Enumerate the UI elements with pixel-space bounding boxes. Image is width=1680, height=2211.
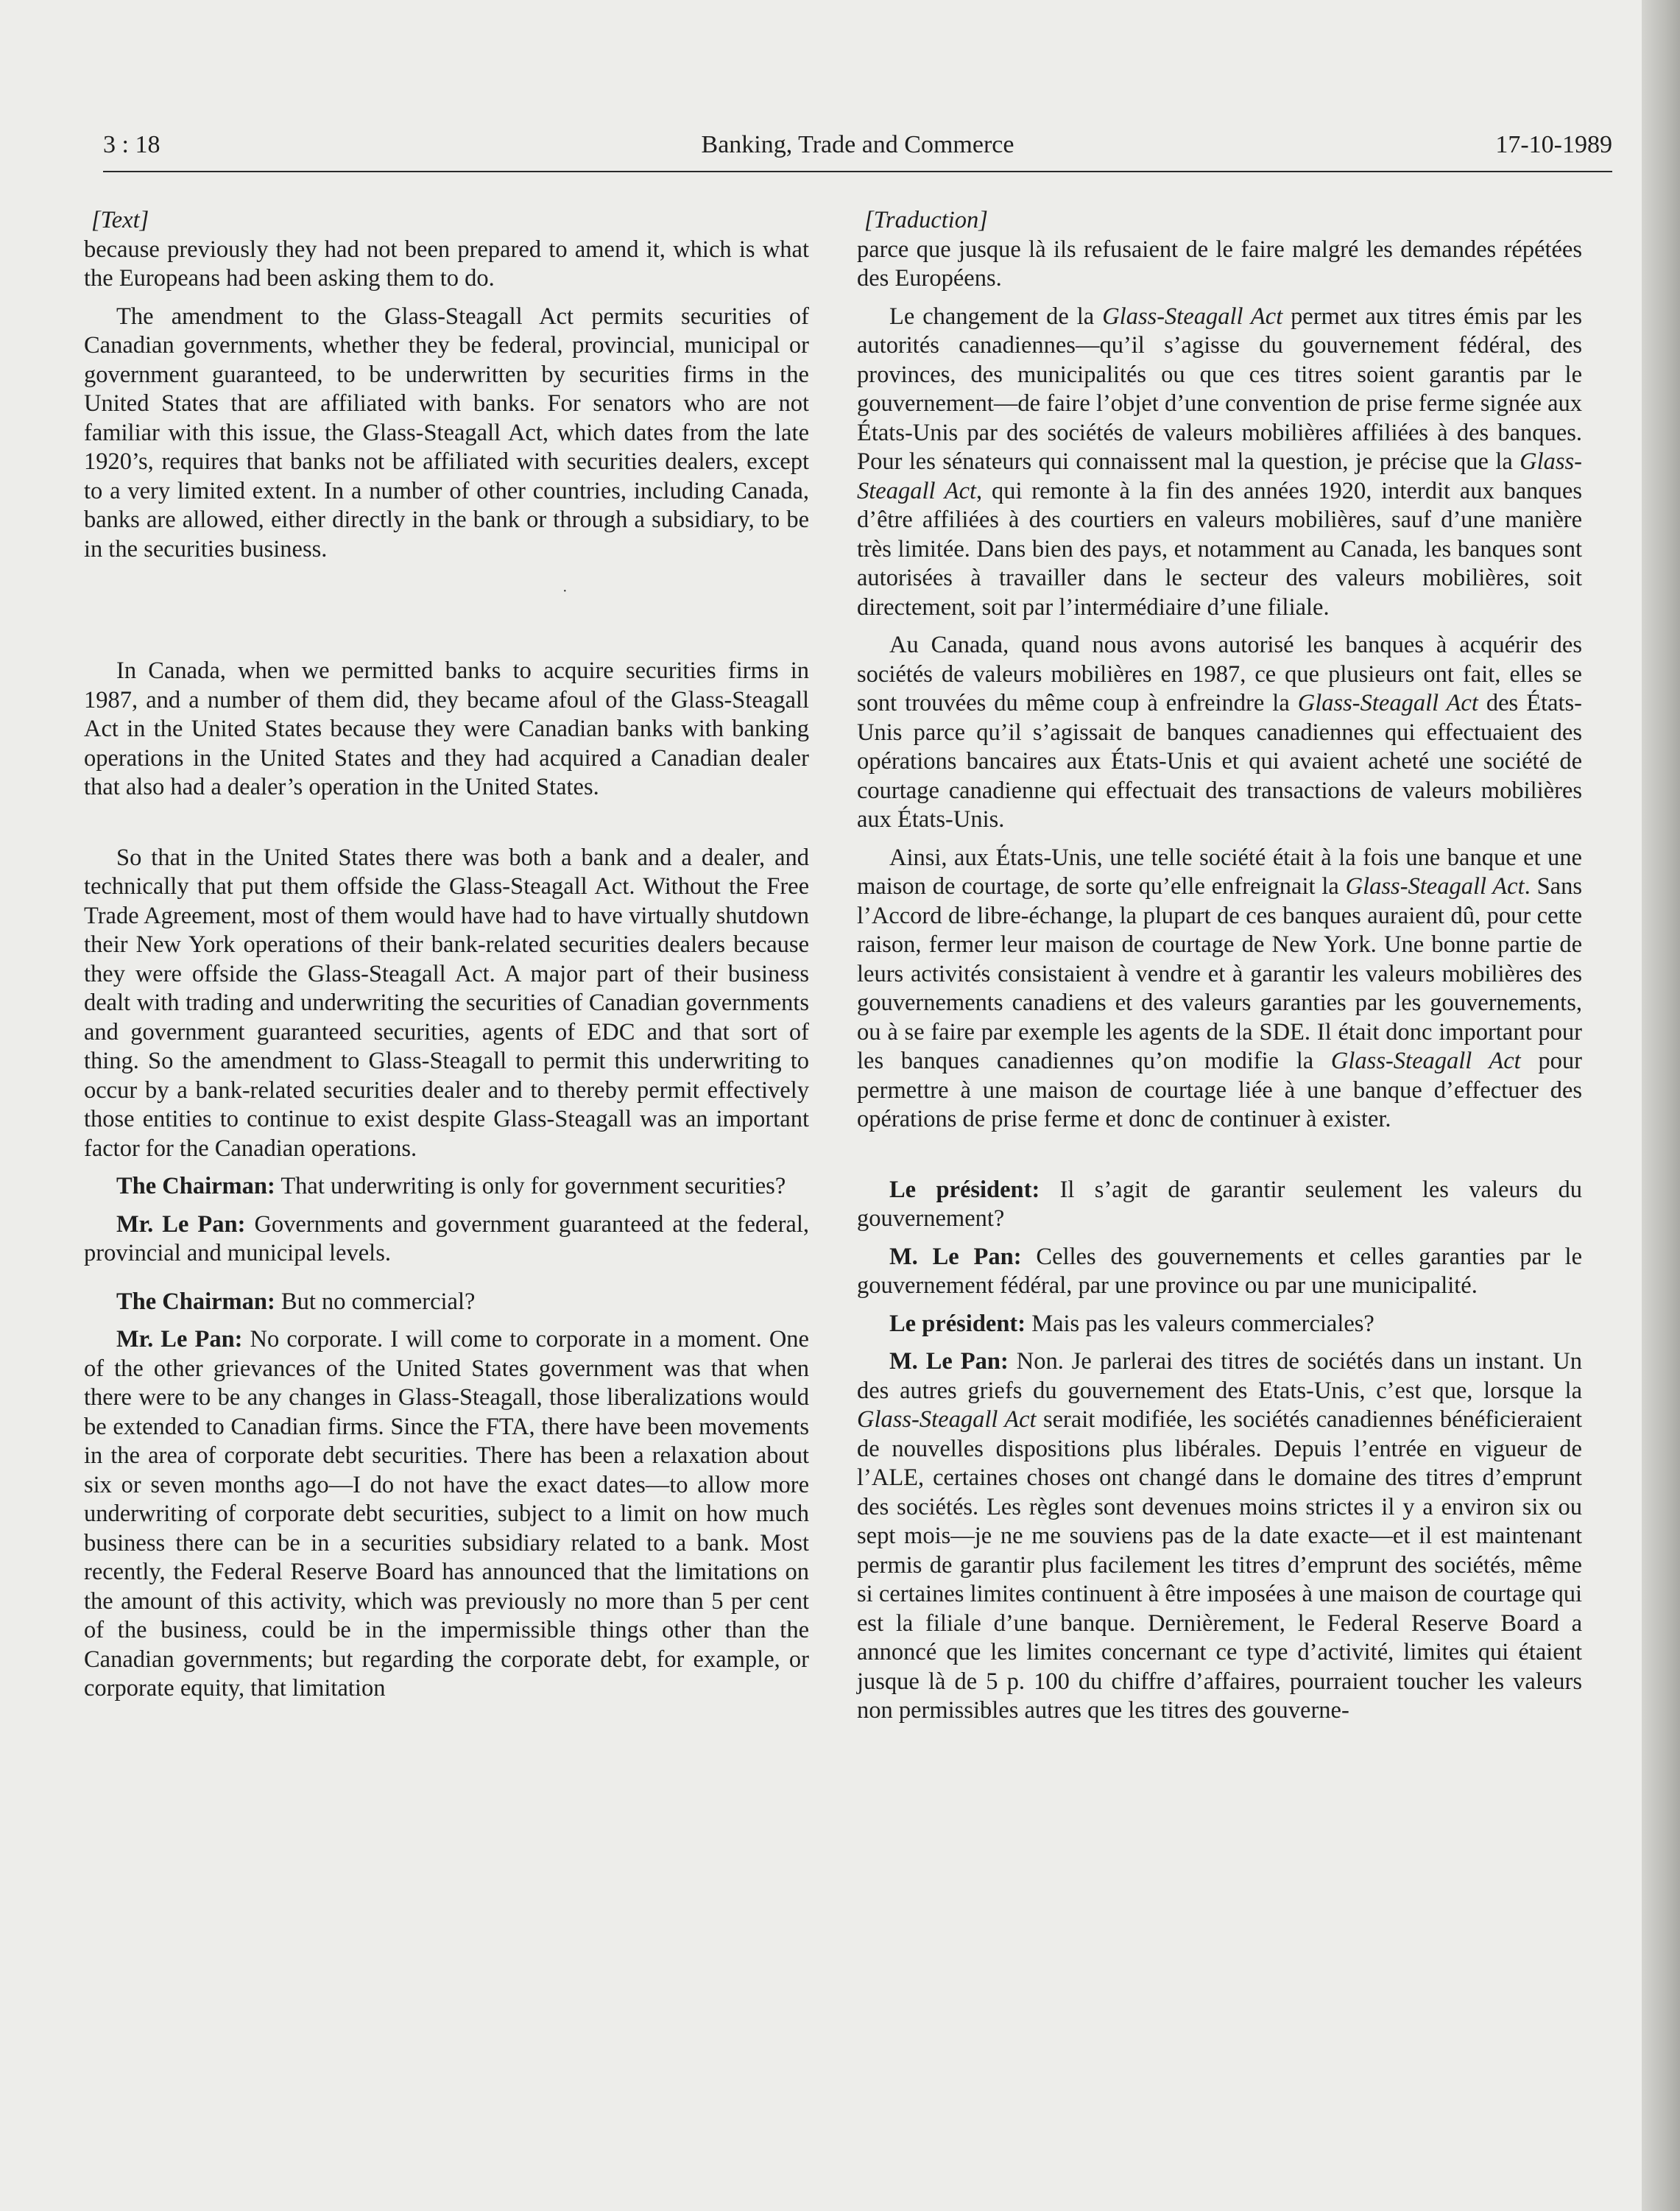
speech-text: Celles des gouvernements et celles garanties par le gouvernement fédéral, par une province ou par une municipalité.	[857, 1243, 1582, 1299]
french-column	[857, 206, 1582, 1735]
french-paragraph-5	[857, 1176, 1582, 1234]
english-paragraph-4: So that in the United States there was both a bank and a dealer, and technically that put them offside the Glass-Steagall Act. Without the Free Trade Agreement, most of them would have had to have virtually shutdown their New York operations of their bank-related securities dealers because they were offside the Glass-Steagall Act. A major part of their business dealt with trading and underwriting the securities of Canadian governments and government guaranteed securities, agents of EDC and that sort of thing. So the amendment to Glass-Steagall to permit this underwriting to occur by a bank-related securities dealer and to thereby permit effectively those entities to continue to exist despite Glass-Steagall was an important factor for the Canadian operations.	[84, 844, 809, 1162]
speaker-name: Le président:	[889, 1176, 1040, 1203]
english-label: [Text]	[91, 207, 149, 233]
act-title: Glass-Steagall Act	[857, 1406, 1037, 1433]
french-label: [Traduction]	[864, 207, 988, 233]
speaker-name: Mr. Le Pan:	[116, 1210, 246, 1238]
act-title: Glass-Steagall Act	[1297, 690, 1478, 716]
french-paragraph-4: Ainsi, aux États-Unis, une telle société était à la fois une banque et une maison de courtage, de sorte qu’elle enfreignait la Glass-Steagall Act. Sans l’Accord de libre-échange, la plupart de ces banques auraient dû, pour cette raison, fermer leur maison de courtage de New York. Une bonne partie de leurs activités consistaient à vendre et à garantir les valeurs mobilières des gouvernements canadiens et des valeurs garanties par les gouvernements, ou à se faire par exemple les agents de la SDE. Il était donc important pour les banques canadiennes qu’on modifie la Glass-Steagall Act pour permettre à une maison de courtage liée à une banque d’effectuer des opérations de prise ferme et donc de continuer à exister.	[857, 844, 1582, 1132]
page-number: 3 : 18	[103, 131, 160, 158]
page-date: 17-10-1989	[1495, 131, 1612, 158]
separator-dot: ·	[562, 583, 568, 599]
act-title: Glass-Steagall Act	[1102, 303, 1283, 330]
speaker-name: Mr. Le Pan:	[116, 1326, 243, 1353]
speech-text: Il s’agit de garantir seulement les valeurs du gouvernement?	[857, 1176, 1582, 1232]
english-paragraph-7	[84, 1288, 809, 1317]
header-rule	[103, 171, 1612, 172]
book-spine-shadow	[1642, 0, 1680, 2211]
english-column	[84, 206, 809, 1713]
page-header	[103, 131, 1612, 168]
act-title: Glass-Steagall Act	[857, 448, 1582, 504]
french-paragraph-1: parce que jusque là ils refusaient de le faire malgré les demandes répétées des Européens.	[857, 236, 1582, 292]
english-paragraph-3: In Canada, when we permitted banks to acquire securities firms in 1987, and a number of them did, they became afoul of the Glass-Steagall Act in the United States because they were Canadian banks with banking operations in the United States and they had acquired a Canadian dealer that also had a dealer’s operation in the United States.	[84, 657, 809, 800]
act-title: Glass-Steagall Act	[1330, 1048, 1521, 1074]
speech-text: Governments and government guaranteed at the federal, provincial and municipal levels.	[84, 1210, 809, 1266]
english-paragraph-5	[84, 1172, 809, 1202]
act-title: Glass-Steagall Act	[1345, 873, 1525, 900]
french-paragraph-2: Le changement de la Glass-Steagall Act permet aux titres émis par les autorités canadiennes—qu’il s’agisse du gouvernement fédéral, des provinces, des municipalités ou que ces titres soient garantis par le gouvernement—de faire l’objet d’une convention de prise ferme signée aux États-Unis par des sociétés de valeurs mobilières affiliées à des banques. Pour les sénateurs qui connaissent mal la question, je précise que la Glass-Steagall Act, qui remonte à la fin des années 1920, interdit aux banques d’être affiliées à des courtiers en valeurs mobilières, sauf d’une manière très limitée. Dans bien des pays, et notamment au Canada, les banques sont autorisées à travailler dans le secteur des valeurs mobilières, soit directement, soit par l’intermédiaire d’une filiale.	[857, 303, 1583, 621]
speech-text: That underwriting is only for government securities?	[275, 1173, 786, 1199]
english-paragraph-2: The amendment to the Glass-Steagall Act permits securities of Canadian governments, whether they be federal, provincial, municipal or government guaranteed, to be underwritten by securities firms in the United States that are affiliated with banks. For senators who are not familiar with this issue, the Glass-Steagall Act, which dates from the late 1920’s, requires that banks not be affiliated with securities dealers, except to a very limited extent. In a number of other countries, including Canada, banks are allowed, either directly in the bank or through a subsidiary, to be in the securities business.	[84, 303, 809, 563]
english-paragraph-8	[84, 1325, 809, 1704]
speaker-name: Le président:	[889, 1310, 1026, 1337]
speech-text: Mais pas les valeurs commerciales?	[1026, 1310, 1374, 1337]
french-paragraph-3: Au Canada, quand nous avons autorisé les banques à acquérir des sociétés de valeurs mobilières en 1987, ce que plusieurs ont fait, elles se sont trouvées du même coup à enfreindre la Glass-Steagall Act des États-Unis parce qu’il s’agissait de banques canadiennes qui effectuaient des opérations bancaires aux États-Unis et qui avaient acheté une société de courtage canadienne qui effectuait des transactions de valeurs mobilières aux États-Unis.	[857, 632, 1583, 833]
speaker-name: M. Le Pan:	[889, 1243, 1022, 1270]
english-paragraph-1: because previously they had not been prepared to amend it, which is what the Europeans had been asking them to do.	[84, 236, 809, 292]
speaker-name: The Chairman:	[116, 1288, 275, 1315]
speaker-name: M. Le Pan:	[889, 1348, 1009, 1375]
speech-text: But no commercial?	[275, 1288, 476, 1315]
speaker-name: The Chairman:	[116, 1173, 275, 1199]
french-paragraph-6	[857, 1243, 1582, 1301]
speech-text: No corporate. I will come to corporate in a moment. One of the other grievances of the United States government was that when there were to be any changes in Glass-Steagall, those liberalizations would be extended to Canadian firms. Since the FTA, there have been movements in the area of corporate debt securities. There has been a relaxation about six or seven months ago—I do not have the exact dates—to allow more underwriting of corporate debt securities, subject to a limit on how much business there can be in a securities subsidiary related to a bank. Most recently, the Federal Reserve Board has announced that the limitations on the amount of this activity, which was previously no more than 5 per cent of the business, could be in the impermissible things other than the Canadian governments; but regarding the corporate debt, for example, or corporate equity, that limitation	[84, 1326, 809, 1702]
french-paragraph-7	[857, 1310, 1582, 1339]
english-paragraph-6	[84, 1210, 809, 1269]
running-title: Banking, Trade and Commerce	[701, 131, 1014, 158]
french-paragraph-8: M. Le Pan: Non. Je parlerai des titres de sociétés dans un instant. Un des autres griefs du gouvernement des Etats-Unis, c’est que, lorsque la Glass-Steagall Act serait modifiée, les sociétés canadiennes bénéficieraient de nouvelles dispositions plus libérales. Depuis l’entrée en vigueur de l’ALE, certaines choses ont changé dans le domaine des titres d’emprunt des sociétés. Les règles sont devenues moins strictes il y a environ six ou sept mois—je ne me souviens pas de la date exacte—et il est maintenant permis de garantir plus facilement les titres d’emprunt des sociétés, même si certaines limites continuent à être imposées à une maison de courtage qui est la filiale d’une banque. Dernièrement, le Federal Reserve Board a annoncé que les limites concernant ce type d’activité, limites qui étaient jusque là de 5 p. 100 du chiffre d’affaires, pourraient toucher les valeurs non permissibles autres que les titres des gouverne-	[857, 1348, 1583, 1724]
